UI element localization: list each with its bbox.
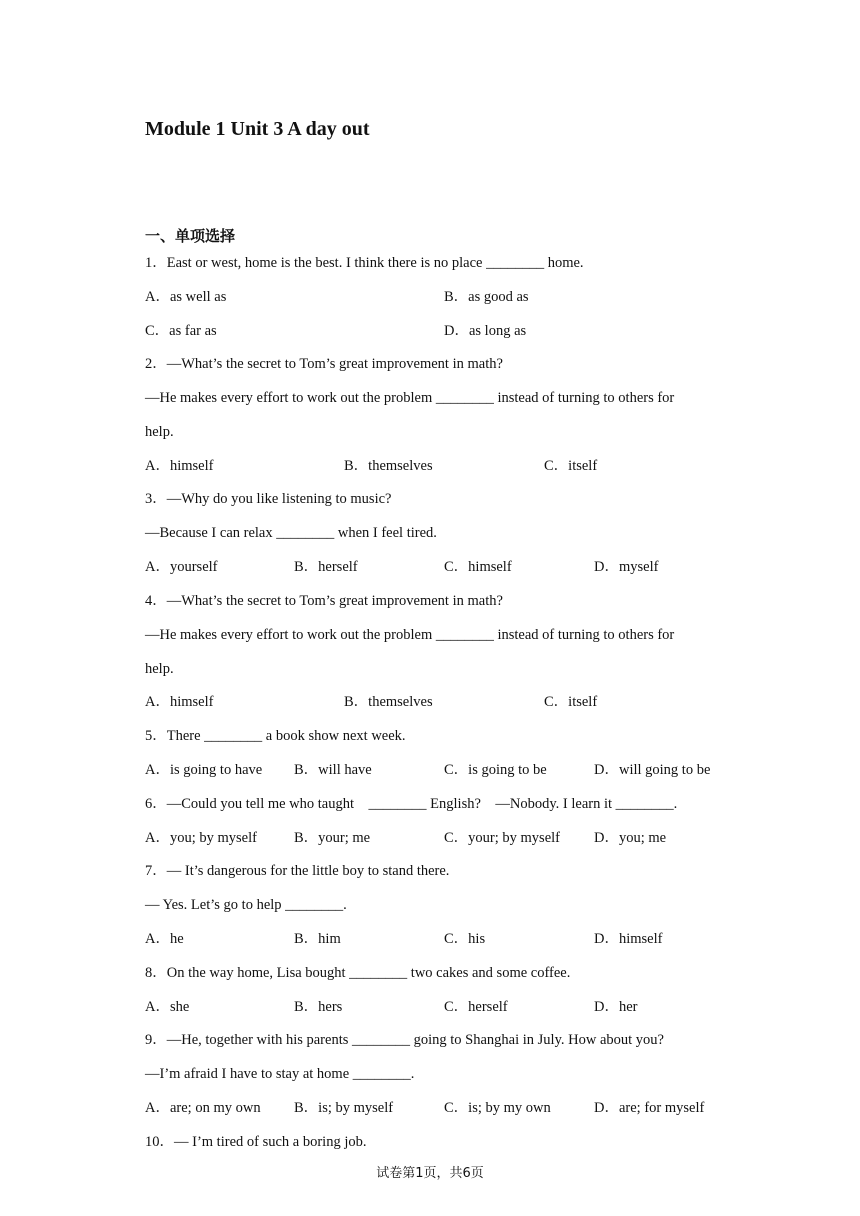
question-4-option-b: B．themselves — [344, 694, 433, 710]
question-4-stem-line-1: 4．—What’s the secret to Tom’s great improvement in math? — [145, 593, 503, 609]
question-6-option-a: A．you; by myself — [145, 830, 257, 846]
question-9-option-c: C．is; by my own — [444, 1100, 551, 1116]
question-3-option-a: A．yourself — [145, 559, 218, 575]
question-2-stem-line-3: help. — [145, 424, 174, 440]
page-title: Module 1 Unit 3 A day out — [145, 118, 370, 140]
question-5-option-a: A．is going to have — [145, 762, 263, 778]
question-1-option-b: B．as good as — [444, 289, 529, 305]
question-5-option-d: D．will going to be — [594, 762, 711, 778]
question-4-option-a: A．himself — [145, 694, 214, 710]
question-7-option-b: B．him — [294, 931, 341, 947]
question-9-option-a: A．are; on my own — [145, 1100, 261, 1116]
question-8-option-b: B．hers — [294, 999, 343, 1015]
question-9-option-d: D．are; for myself — [594, 1100, 705, 1116]
section-heading: 一、单项选择 — [145, 227, 236, 245]
question-6-stem: 6．—Could you tell me who taught ________ English? —Nobody. I learn it ________. — [145, 796, 678, 812]
question-3-option-b: B．herself — [294, 559, 358, 575]
question-1-stem: 1．East or west, home is the best. I think there is no place ________ home. — [145, 255, 584, 271]
question-5-option-c: C．is going to be — [444, 762, 547, 778]
question-7-option-a: A．he — [145, 931, 184, 947]
question-8-stem: 8．On the way home, Lisa bought ________ two cakes and some coffee. — [145, 965, 571, 981]
question-1-option-a: A．as well as — [145, 289, 227, 305]
question-6-option-c: C．your; by myself — [444, 830, 560, 846]
question-4-option-c: C．itself — [544, 694, 598, 710]
question-2-option-a: A．himself — [145, 458, 214, 474]
question-3-stem-line-2: —Because I can relax ________ when I feel tired. — [145, 525, 437, 541]
question-2-stem-line-2: —He makes every effort to work out the problem ________ instead of turning to others for — [145, 390, 675, 406]
question-5-option-b: B．will have — [294, 762, 372, 778]
question-9-stem-line-1: 9．—He, together with his parents ________ going to Shanghai in July. How about you? — [145, 1032, 664, 1048]
question-3-stem-line-1: 3．—Why do you like listening to music? — [145, 491, 392, 507]
question-6-option-d: D．you; me — [594, 830, 667, 846]
question-7-stem-line-2: — Yes. Let’s go to help ________. — [145, 897, 347, 913]
question-10-stem: 10．— I’m tired of such a boring job. — [145, 1134, 367, 1150]
question-8-option-c: C．herself — [444, 999, 508, 1015]
question-7-stem-line-1: 7．— It’s dangerous for the little boy to stand there. — [145, 863, 450, 879]
question-6-option-b: B．your; me — [294, 830, 371, 846]
question-8-option-a: A．she — [145, 999, 190, 1015]
question-9-stem-line-2: —I’m afraid I have to stay at home ________. — [145, 1066, 415, 1082]
question-4-stem-line-3: help. — [145, 661, 174, 677]
question-1-option-d: D．as long as — [444, 323, 527, 339]
page-footer: 试卷第1页，共6页 — [376, 1166, 484, 1181]
question-2-stem-line-1: 2．—What’s the secret to Tom’s great improvement in math? — [145, 356, 503, 372]
question-7-option-c: C．his — [444, 931, 486, 947]
question-7-option-d: D．himself — [594, 931, 663, 947]
question-8-option-d: D．her — [594, 999, 638, 1015]
question-2-option-c: C．itself — [544, 458, 598, 474]
question-3-option-d: D．myself — [594, 559, 659, 575]
question-2-option-b: B．themselves — [344, 458, 433, 474]
question-5-stem: 5．There ________ a book show next week. — [145, 728, 406, 744]
question-9-option-b: B．is; by myself — [294, 1100, 394, 1116]
question-3-option-c: C．himself — [444, 559, 512, 575]
question-1-option-c: C．as far as — [145, 323, 217, 339]
question-4-stem-line-2: —He makes every effort to work out the problem ________ instead of turning to others for — [145, 627, 675, 643]
